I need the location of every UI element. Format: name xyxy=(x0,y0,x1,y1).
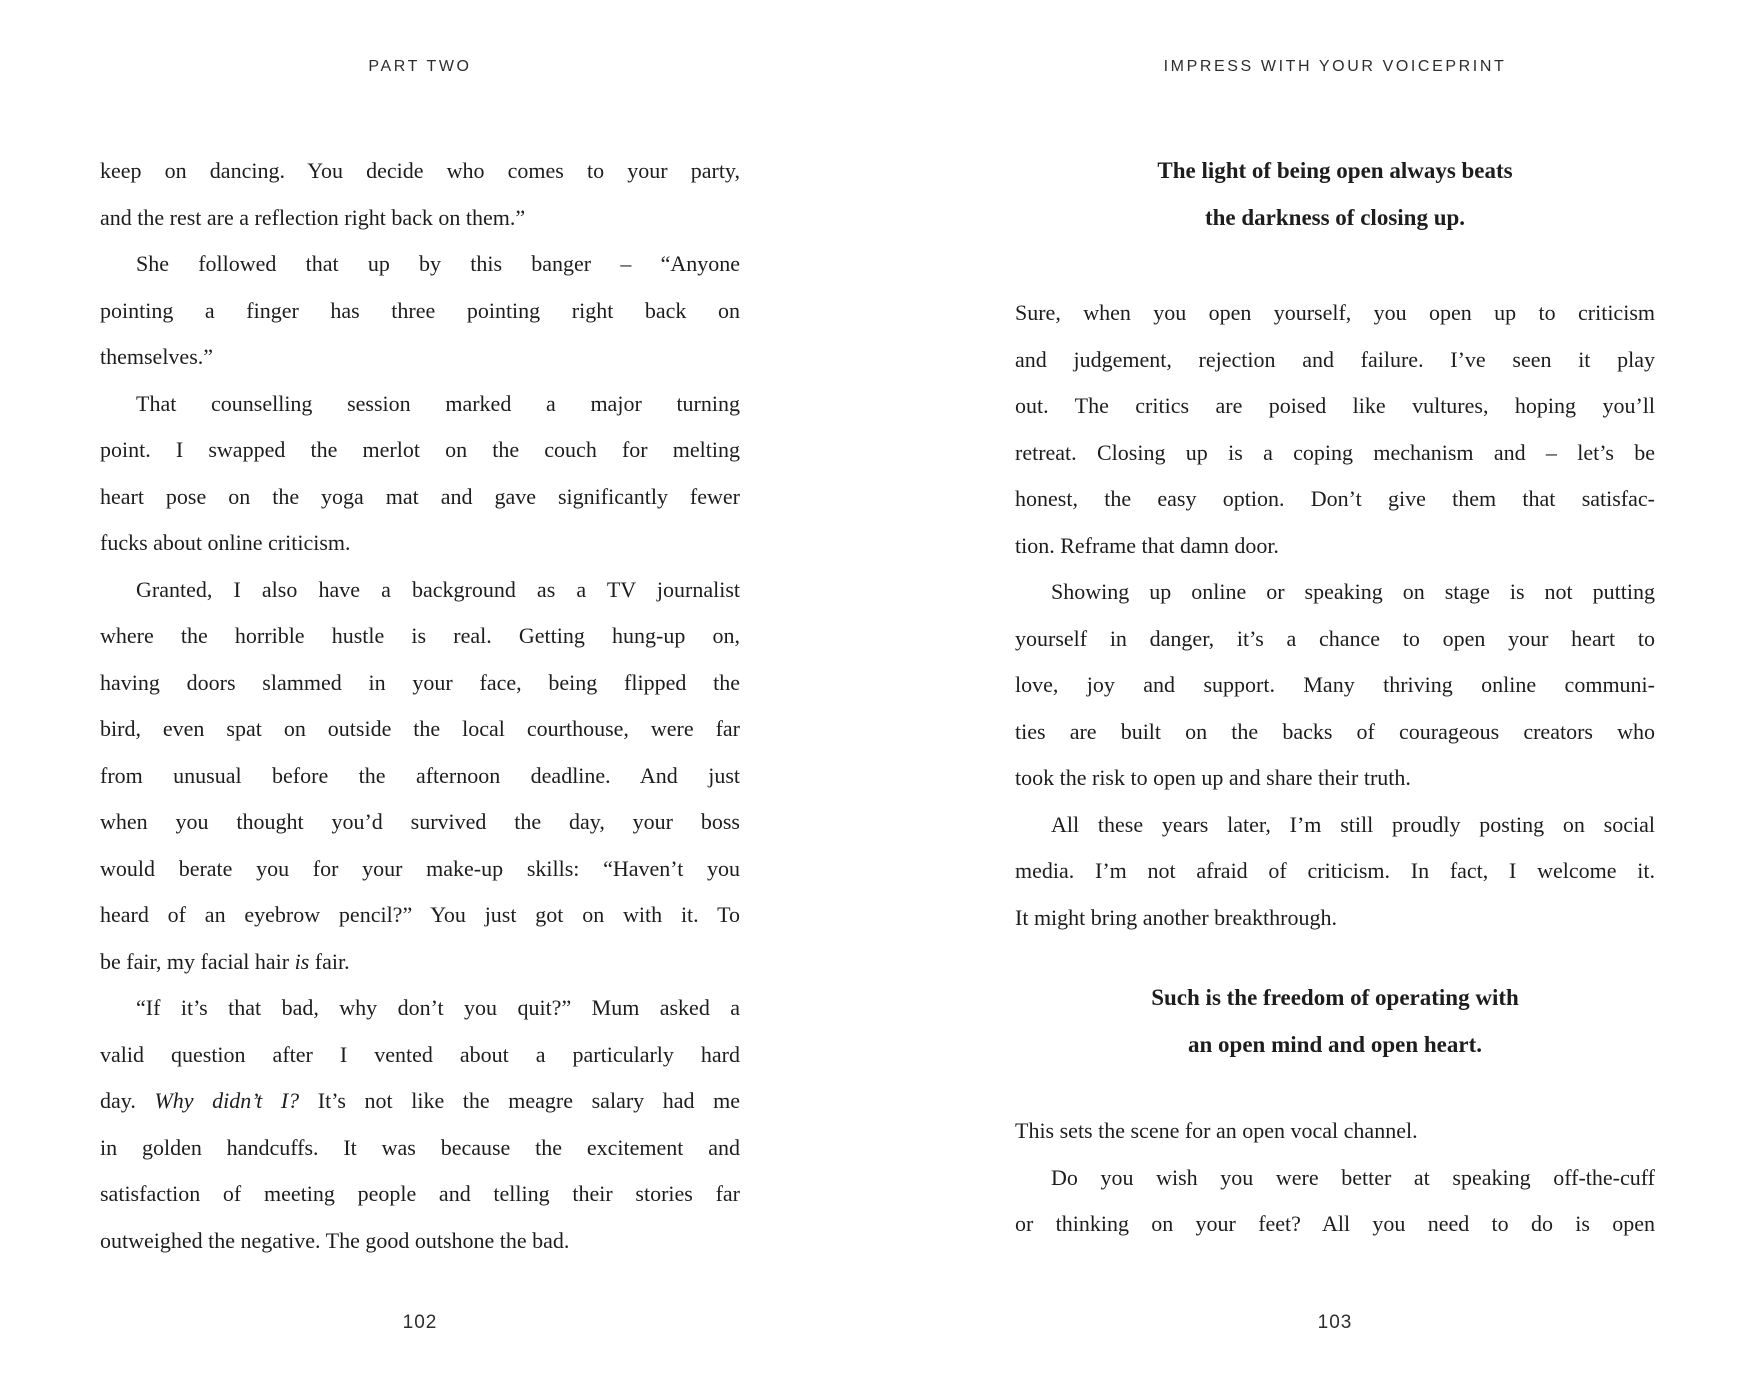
text-line: outweighed the negative. The good outshone the bad. xyxy=(100,1227,570,1253)
right-running-head: IMPRESS WITH YOUR VOICEPRINT xyxy=(1163,58,1507,75)
text-line: media. I’m not afraid of criticism. In fact, I welcome it. xyxy=(1015,858,1655,883)
text-line: Sure, when you open yourself, you open up to criticism xyxy=(1015,300,1655,325)
text-line: tion. Reframe that damn door. xyxy=(1015,532,1279,558)
heading-line: the darkness of closing up. xyxy=(1204,204,1466,230)
text-line: retreat. Closing up is a coping mechanism and – let’s be xyxy=(1015,439,1655,465)
text-line: Granted, I also have a background as a TV journalist xyxy=(136,576,740,602)
text-line: themselves.” xyxy=(100,344,214,369)
heading-line: The light of being open always beats xyxy=(1157,158,1513,183)
text-line: would berate you for your make-up skills: “Haven’t you xyxy=(100,855,740,881)
text-line: satisfaction of meeting people and telling their stories far xyxy=(100,1181,740,1206)
text-line: “If it’s that bad, why don’t you quit?” Mum asked a xyxy=(136,995,740,1020)
text-line: fucks about online criticism. xyxy=(100,530,351,555)
text-line: This sets the scene for an open vocal channel. xyxy=(1015,1118,1418,1143)
text-line: and judgement, rejection and failure. I’ve seen it play xyxy=(1015,346,1655,372)
right-page xyxy=(875,0,1750,1400)
text-line: love, joy and support. Many thriving online communi- xyxy=(1015,672,1655,697)
text-line: and the rest are a reflection right back on them.” xyxy=(100,204,526,230)
italic-text: Why didn’t I? xyxy=(154,1088,300,1113)
text-line: when you thought you’d survived the day, your boss xyxy=(100,809,740,834)
text-line: That counselling session marked a major turning xyxy=(136,390,740,416)
text-line: day. Why didn’t I? It’s not like the meagre salary had me xyxy=(100,1088,740,1113)
heading-line: Such is the freedom of operating with xyxy=(1151,985,1519,1010)
text-line: point. I swapped the merlot on the couch for melting xyxy=(100,437,740,462)
vertical-spacer xyxy=(1015,241,1655,290)
text-line: or thinking on your feet? All you need to do is open xyxy=(1015,1211,1655,1236)
left-page-number: 102 xyxy=(402,1312,438,1333)
text-line: She followed that up by this banger – “Anyone xyxy=(136,251,740,276)
right-page-number: 103 xyxy=(1317,1312,1353,1333)
text-line: valid question after I vented about a particularly hard xyxy=(100,1041,740,1067)
text-line: yourself in danger, it’s a chance to open your heart to xyxy=(1015,625,1655,651)
text-line: ties are built on the backs of courageous creators who xyxy=(1015,718,1655,744)
left-page-body xyxy=(100,148,740,1264)
text-line: heard of an eyebrow pencil?” You just got on with it. To xyxy=(100,902,740,927)
text-line: pointing a finger has three pointing right back on xyxy=(100,297,740,323)
text-line: in golden handcuffs. It was because the excitement and xyxy=(100,1134,740,1160)
italic-text: is xyxy=(294,948,310,974)
text-line: All these years later, I’m still proudly posting on social xyxy=(1051,811,1655,837)
text-line: heart pose on the yoga mat and gave significantly fewer xyxy=(100,483,740,509)
text-line: having doors slammed in your face, being flipped the xyxy=(100,669,740,695)
text-line: out. The critics are poised like vultures, hoping you’ll xyxy=(1015,393,1655,418)
text-line: bird, even spat on outside the local courthouse, were far xyxy=(100,716,740,741)
text-line: keep on dancing. You decide who comes to your party, xyxy=(100,158,740,183)
text-line: Showing up online or speaking on stage is not putting xyxy=(1051,579,1655,604)
text-line: It might bring another breakthrough. xyxy=(1015,904,1337,930)
text-line: from unusual before the afternoon deadline. And just xyxy=(100,762,740,788)
text-line: took the risk to open up and share their truth. xyxy=(1015,765,1411,790)
text-line: where the horrible hustle is real. Getting hung-up on, xyxy=(100,623,740,648)
left-running-head: PART TWO xyxy=(368,58,472,75)
vertical-spacer xyxy=(1015,941,1655,975)
text-line: be fair, my facial hair is fair. xyxy=(100,948,350,974)
text-line: Do you wish you were better at speaking off-the-cuff xyxy=(1051,1164,1655,1190)
heading-line: an open mind and open heart. xyxy=(1188,1031,1482,1057)
text-line: honest, the easy option. Don’t give them that satisfac- xyxy=(1015,486,1655,511)
vertical-spacer xyxy=(1015,1068,1655,1108)
right-page-body xyxy=(1015,148,1655,1248)
